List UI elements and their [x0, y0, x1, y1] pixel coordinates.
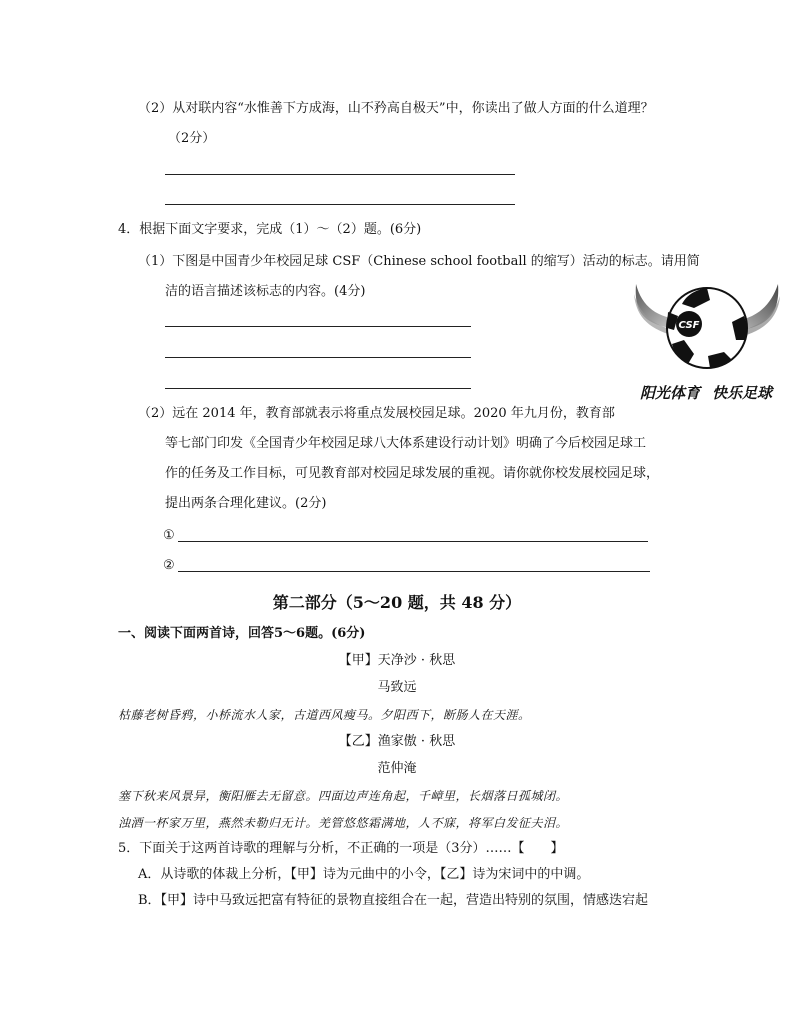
slogan-right: 快乐足球 — [712, 384, 773, 402]
answer-line-2 — [178, 571, 650, 572]
q4-2-stem-line2: 等七部门印发《全国青少年校园足球八大体系建设行动计划》明确了今后校园足球工 — [165, 436, 647, 451]
q5-option-a: A．从诗歌的体裁上分析，【甲】诗为元曲中的小令，【乙】诗为宋词中的中调。 — [138, 867, 590, 882]
q4-1-stem-line2: 洁的语言描述该标志的内容。(4分) — [165, 284, 366, 299]
answer-line — [165, 388, 471, 389]
section1-header: 一、阅读下面两首诗，回答5～6题。(6分) — [118, 626, 366, 641]
part2-title: 第二部分（5～20 题，共 48 分） — [272, 593, 522, 612]
q3-2-stem: （2）从对联内容“水惟善下方成海，山不矜高自极天”中，你读出了做人方面的什么道理？ — [138, 101, 654, 116]
q4-header: 4．根据下面文字要求，完成（1）～（2）题。(6分) — [118, 222, 422, 237]
poem-a-title: 【甲】天净沙 · 秋思 — [338, 653, 456, 668]
q5-stem: 5．下面关于这两首诗歌的理解与分析，不正确的一项是（3分）……【 】 — [118, 841, 564, 856]
answer-line — [165, 326, 471, 327]
csf-logo-graphic — [632, 282, 782, 407]
slogan-left: 阳光体育 — [640, 384, 701, 402]
poem-b-line1: 塞下秋来风景异，衡阳雁去无留意。四面边声连角起，千嶂里，长烟落日孤城闭。 — [118, 789, 569, 803]
answer-line-1 — [178, 541, 648, 542]
q4-2-stem-line1: （2）远在 2014 年，教育部就表示将重点发展校园足球。2020 年九月份，教育部 — [138, 406, 615, 421]
poem-a-text: 枯藤老树昏鸦，小桥流水人家，古道西风瘦马。夕阳西下，断肠人在天涯。 — [118, 708, 531, 722]
poem-b-author: 范仲淹 — [377, 761, 417, 776]
q4-2-stem-line4: 提出两条合理化建议。(2分) — [165, 496, 327, 511]
answer-label-2: ② — [163, 558, 175, 573]
answer-label-1: ① — [163, 528, 175, 543]
csf-badge-text: CSF — [678, 320, 700, 331]
q3-2-score: （2分） — [168, 131, 216, 146]
q5-option-b: B．【甲】诗中马致远把富有特征的景物直接组合在一起，营造出特别的氛围，情感迭宕起 — [138, 893, 649, 908]
answer-line — [165, 357, 471, 358]
q4-2-stem-line3: 作的任务及工作目标，可见教育部对校园足球发展的重视。请你就你校发展校园足球， — [165, 466, 660, 481]
poem-b-line2: 浊酒一杯家万里，燕然未勒归无计。羌管悠悠霜满地，人不寐，将军白发征夫泪。 — [118, 816, 569, 830]
q4-1-stem-line1: （1）下图是中国青少年校园足球 CSF（Chinese school football 的缩写）活动的标志。请用简 — [138, 254, 700, 269]
csf-logo — [632, 282, 782, 407]
answer-line — [165, 174, 515, 175]
poem-a-author: 马致远 — [377, 680, 417, 695]
answer-line — [165, 204, 515, 205]
poem-b-title: 【乙】渔家傲 · 秋思 — [338, 734, 456, 749]
